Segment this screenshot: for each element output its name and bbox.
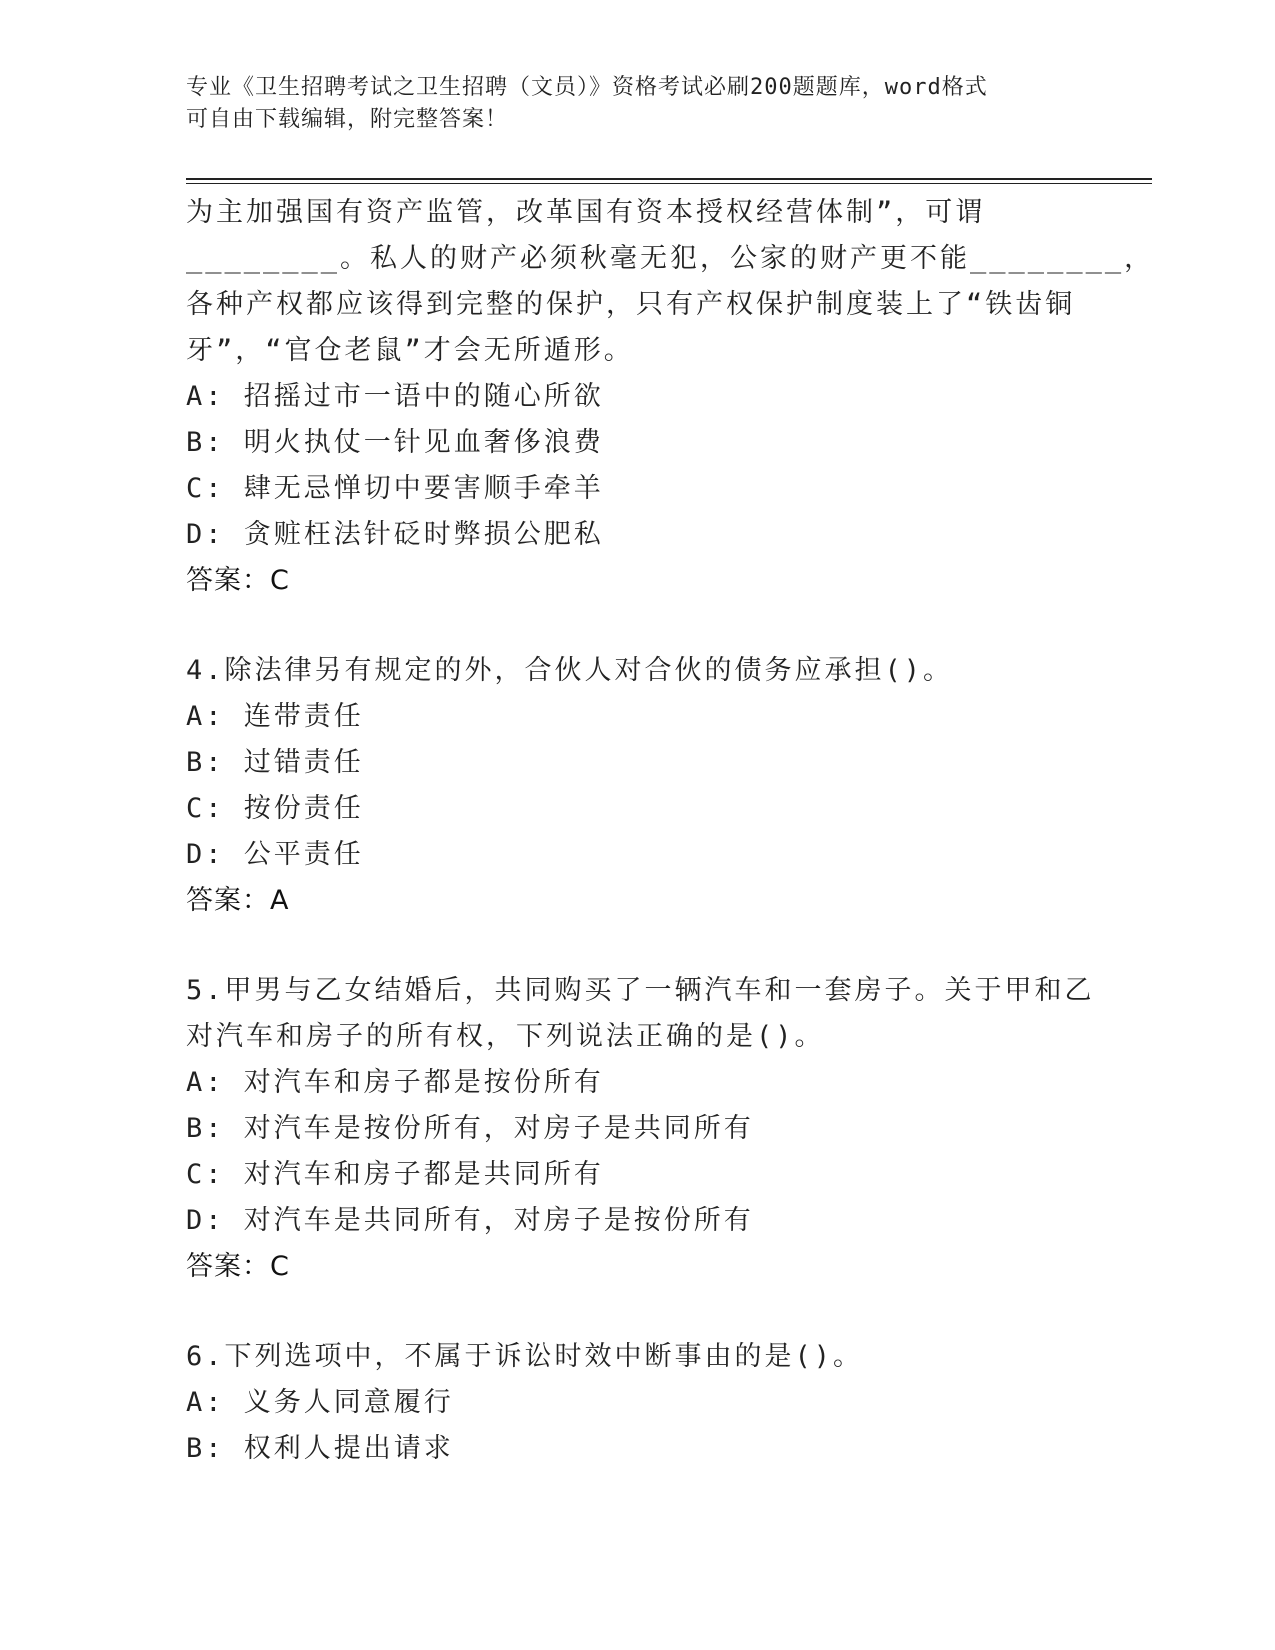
option-b: B: 过错责任: [186, 747, 364, 778]
question-stem-line: ________。私人的财产必须秋毫无犯，公家的财产更不能________，: [186, 243, 1155, 274]
option-c: C: 对汽车和房子都是共同所有: [186, 1159, 604, 1190]
header-divider-thick: [186, 178, 1152, 180]
question-stem-line: 牙”，“官仓老鼠”才会无所遁形。: [186, 335, 634, 366]
header-title-line-1: 专业《卫生招聘考试之卫生招聘（文员）》资格考试必刷200题题库，word格式: [186, 75, 988, 100]
question-5: [186, 968, 1095, 1290]
question-3-continuation: [186, 190, 1155, 604]
option-b: B: 对汽车是按份所有，对房子是共同所有: [186, 1113, 754, 1144]
option-d: D: 贪赃枉法针砭时弊损公肥私: [186, 519, 604, 550]
option-b: B: 明火执仗一针见血奢侈浪费: [186, 427, 604, 458]
question-4: [186, 648, 1086, 924]
option-a: A: 连带责任: [186, 701, 364, 732]
question-spacer: [186, 1290, 1086, 1334]
option-d: D: 对汽车是共同所有，对房子是按份所有: [186, 1205, 754, 1236]
answer-line: 答案：A: [186, 885, 290, 916]
question-stem-line: 对汽车和房子的所有权，下列说法正确的是()。: [186, 1021, 825, 1052]
option-a: A: 义务人同意履行: [186, 1387, 454, 1418]
question-stem-line: 4.除法律另有规定的外，合伙人对合伙的债务应承担()。: [186, 655, 954, 686]
question-spacer: [186, 924, 1086, 968]
question-spacer: [186, 604, 1086, 648]
header-title-line-2: 可自由下载编辑，附完整答案！: [186, 107, 509, 132]
option-a: A: 对汽车和房子都是按份所有: [186, 1067, 604, 1098]
answer-line: 答案：C: [186, 1251, 290, 1282]
option-b: B: 权利人提出请求: [186, 1433, 454, 1464]
question-stem-line: 5.甲男与乙女结婚后，共同购买了一辆汽车和一套房子。关于甲和乙: [186, 975, 1095, 1006]
option-a: A: 招摇过市一语中的随心所欲: [186, 381, 604, 412]
question-6: [186, 1334, 1086, 1472]
header-divider-thin: [186, 183, 1152, 184]
answer-line: 答案：C: [186, 565, 290, 596]
question-stem-line: 为主加强国有资产监管，改革国有资本授权经营体制”，可谓: [186, 197, 986, 228]
question-content: [186, 190, 1155, 1472]
option-d: D: 公平责任: [186, 839, 364, 870]
document-header: [186, 72, 1086, 136]
question-stem-line: 各种产权都应该得到完整的保护，只有产权保护制度装上了“铁齿铜: [186, 289, 1076, 320]
option-c: C: 按份责任: [186, 793, 364, 824]
question-stem-line: 6.下列选项中，不属于诉讼时效中断事由的是()。: [186, 1341, 864, 1372]
option-c: C: 肆无忌惮切中要害顺手牵羊: [186, 473, 604, 504]
